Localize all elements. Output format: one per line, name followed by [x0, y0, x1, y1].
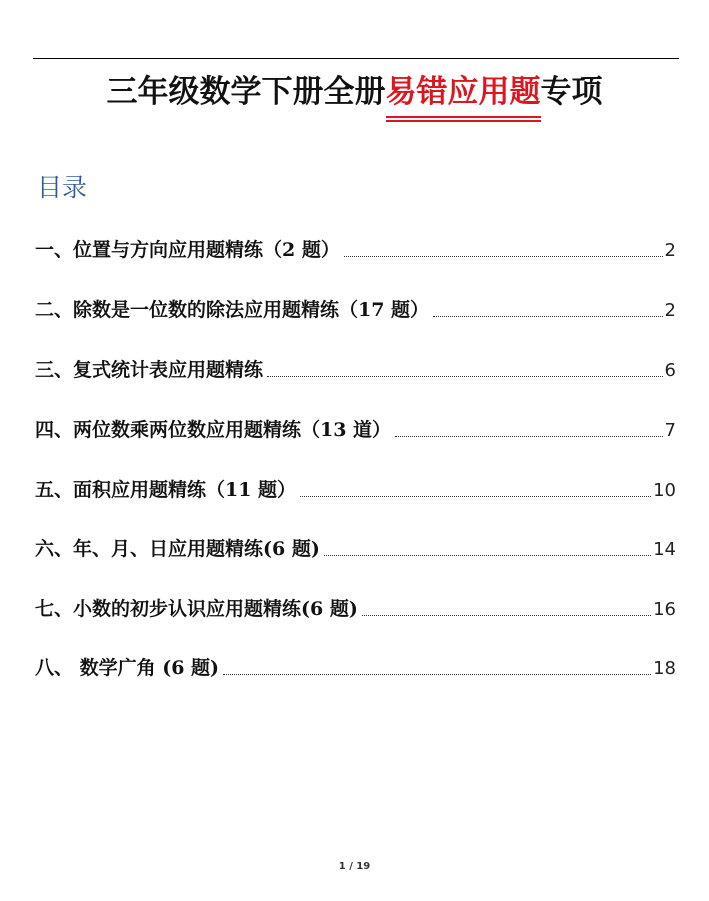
toc-item-label: 六、年、月、日应用题精练(6 题) [35, 538, 320, 560]
toc-item[interactable] [35, 410, 676, 444]
toc-dot-leader [223, 673, 651, 675]
toc-item[interactable] [35, 470, 676, 504]
toc-heading: 目录 [37, 173, 88, 202]
toc-item-label: 四、两位数乘两位数应用题精练（13 道） [35, 419, 392, 441]
page-title [0, 70, 709, 118]
toc-item-page: 14 [653, 539, 676, 560]
toc-item[interactable] [35, 290, 676, 324]
title-suffix: 专项 [540, 74, 603, 110]
toc-item[interactable] [35, 529, 676, 563]
toc-item-label: 七、小数的初步认识应用题精练(6 题) [35, 598, 358, 620]
toc-dot-leader [300, 495, 651, 497]
toc-dot-leader [362, 614, 651, 616]
toc-item-label: 八、 数学广角 (6 题) [35, 657, 220, 679]
toc-dot-leader [433, 315, 662, 317]
toc-item-page: 7 [664, 420, 676, 441]
toc-dot-leader [395, 435, 662, 437]
toc-item[interactable] [35, 648, 676, 682]
toc-item-label: 二、除数是一位数的除法应用题精练（17 题） [35, 299, 430, 321]
toc-item[interactable] [35, 589, 676, 623]
toc-item-page: 2 [664, 300, 676, 321]
page-indicator: 1 / 19 [338, 861, 371, 872]
toc-item[interactable] [35, 350, 676, 384]
toc-item-label: 五、面积应用题精练（11 题） [35, 479, 297, 501]
toc-dot-leader [324, 554, 651, 556]
toc-dot-leader [344, 255, 663, 257]
toc-item-page: 10 [653, 480, 676, 501]
title-prefix: 三年级数学下册全册 [106, 74, 386, 110]
toc-item[interactable] [35, 230, 676, 264]
title-highlight: 易错应用题 [386, 70, 541, 118]
toc-item-page: 16 [653, 599, 676, 620]
toc-item-page: 6 [664, 360, 676, 381]
toc-dot-leader [267, 375, 663, 377]
toc-item-label: 一、位置与方向应用题精练（2 题） [35, 239, 340, 261]
toc-item-page: 2 [664, 240, 676, 261]
toc-item-page: 18 [653, 658, 676, 679]
toc-item-label: 三、复式统计表应用题精练 [35, 359, 264, 381]
header-rule [33, 58, 679, 59]
